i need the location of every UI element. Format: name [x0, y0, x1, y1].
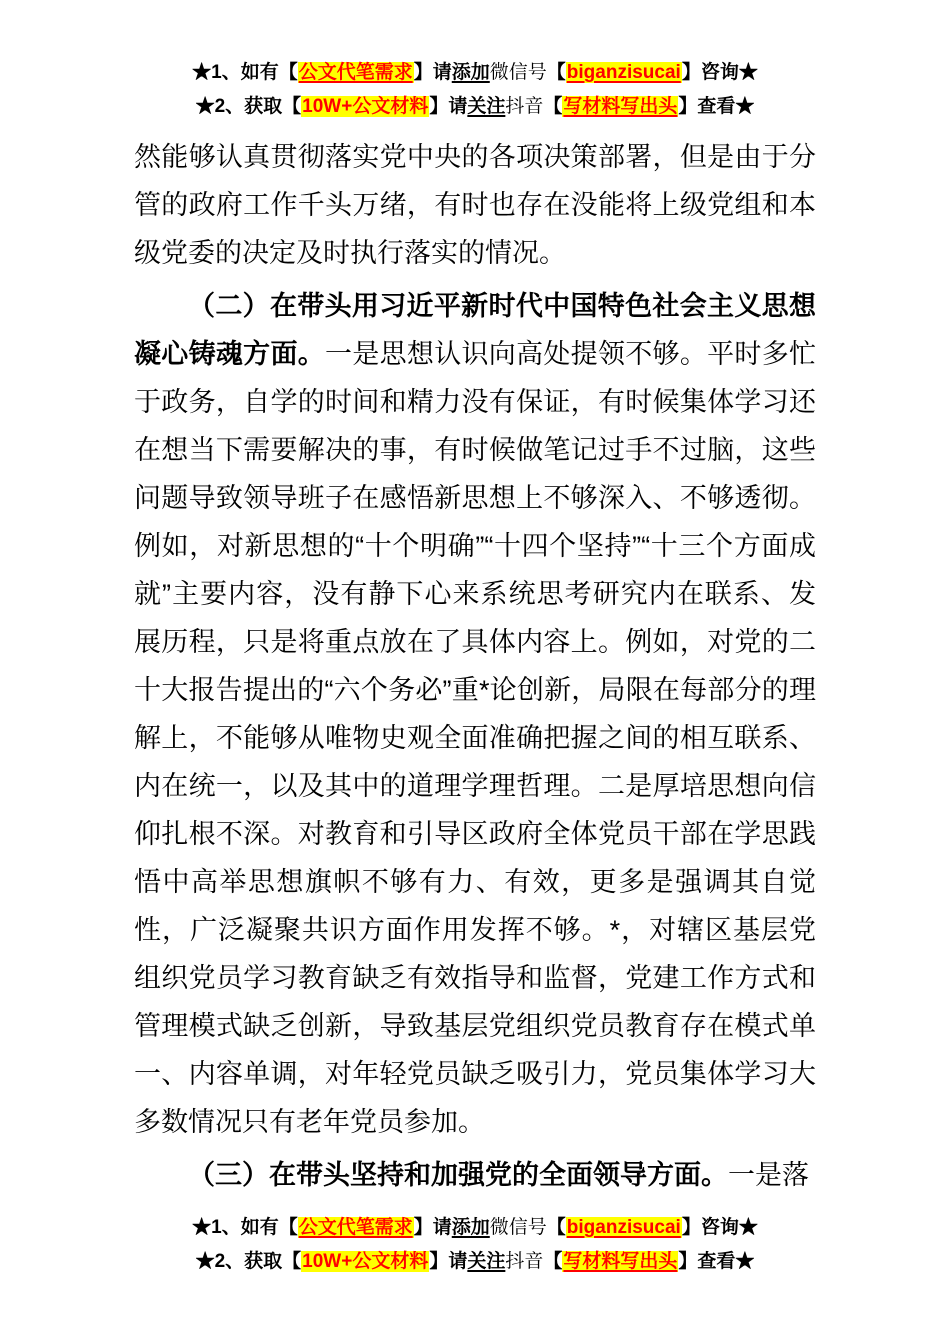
header-notice: [0, 0, 950, 124]
notice-highlight-douyin-id: 写材料写出头: [563, 1251, 678, 1272]
notice-bracket-text: 】请: [413, 1217, 452, 1238]
notice-prefix: ★1、如有【: [192, 62, 298, 83]
notice-bracket-text: 】请: [429, 96, 468, 117]
footer-notice: [0, 1211, 950, 1279]
document-body: [134, 133, 816, 1199]
notice-douyin-label: 抖音: [505, 1251, 544, 1272]
paragraph-text: 一是思想认识向高处提领不够。平时多忙于政务，自学的时间和精力没有保证，有时候集体学习还在想当下需要解决的事，有时候做笔记过手不过脑，这些问题导致领导班子在感悟新思想上不够深入、不够透彻。例如，对新思想的“十个明确”“十四个坚持”“十三个方面成就”主要内容，没有静下心来系统思考研究内在联系、发展历程，只是将重点放在了具体内容上。例如，对党的二十大报告提出的“六个务必”重*论创新，局限在每部分的理解上，不能够从唯物史观全面准确把握之间的相互联系、内在统一，以及其中的道理学理哲理。二是厚培思想向信仰扎根不深。对教育和引导区政府全体党员干部在学思践悟中高举思想旗帜不够有力、有效，更多是强调其自觉性，广泛凝聚共识方面作用发挥不够。*，对辖区基层党组织党员学习教育缺乏有效指导和监督，党建工作方式和管理模式缺乏创新，导致基层党组织党员教育存在模式单一、内容单调，对年轻党员缺乏吸引力，党员集体学习大多数情况只有老年党员参加。: [134, 339, 817, 1137]
header-notice-line-1: [0, 56, 950, 90]
paragraph-text: 一是落: [728, 1160, 809, 1190]
notice-wechat-label: 微信号: [489, 62, 547, 83]
notice-bracket-text: 】请: [413, 62, 452, 83]
footer-notice-line-2: [0, 1245, 950, 1279]
notice-bracket-open: 【: [546, 1217, 566, 1238]
footer-notice-line-1: [0, 1211, 950, 1245]
notice-highlight-wechat-id: biganzisucai: [566, 1217, 681, 1238]
notice-prefix: ★2、获取【: [195, 1251, 302, 1272]
notice-suffix: 】咨询★: [681, 1217, 758, 1238]
notice-suffix: 】咨询★: [681, 62, 758, 83]
notice-highlight-service: 公文代笔需求: [298, 62, 413, 83]
notice-suffix: 】查看★: [678, 96, 755, 117]
notice-douyin-label: 抖音: [505, 96, 544, 117]
notice-wechat-label: 微信号: [489, 1217, 547, 1238]
notice-highlight-douyin-id: 写材料写出头: [563, 96, 678, 117]
notice-bracket-text: 】请: [429, 1251, 468, 1272]
section-2-heading: （二）在带头用习近平新时代中国特色社会主义思想凝心铸魂方面。: [134, 291, 816, 369]
section-3-heading: （三）在带头坚持和加强党的全面领导方面。: [188, 1160, 728, 1190]
notice-highlight-materials: 10W+公文材料: [302, 1251, 429, 1272]
notice-underline-follow: 关注: [467, 1251, 506, 1272]
notice-highlight-wechat-id: biganzisucai: [566, 62, 681, 83]
notice-prefix: ★2、获取【: [195, 96, 302, 117]
paragraph-section-3: [134, 1151, 816, 1199]
notice-bracket-open: 【: [543, 96, 563, 117]
notice-underline-follow: 关注: [467, 96, 506, 117]
paragraph-section-2: [134, 282, 816, 1146]
paragraph-continuation: [134, 133, 816, 277]
header-notice-line-2: [0, 90, 950, 124]
paragraph-text: 然能够认真贯彻落实党中央的各项决策部署，但是由于分管的政府工作千头万绪，有时也存在没能将上级党组和本级党委的决定及时执行落实的情况。: [134, 142, 816, 268]
notice-underline-add: 添加: [451, 62, 490, 83]
notice-underline-add: 添加: [451, 1217, 490, 1238]
notice-highlight-service: 公文代笔需求: [298, 1217, 413, 1238]
notice-suffix: 】查看★: [678, 1251, 755, 1272]
notice-highlight-materials: 10W+公文材料: [302, 96, 429, 117]
notice-prefix: ★1、如有【: [192, 1217, 298, 1238]
notice-bracket-open: 【: [546, 62, 566, 83]
notice-bracket-open: 【: [543, 1251, 563, 1272]
